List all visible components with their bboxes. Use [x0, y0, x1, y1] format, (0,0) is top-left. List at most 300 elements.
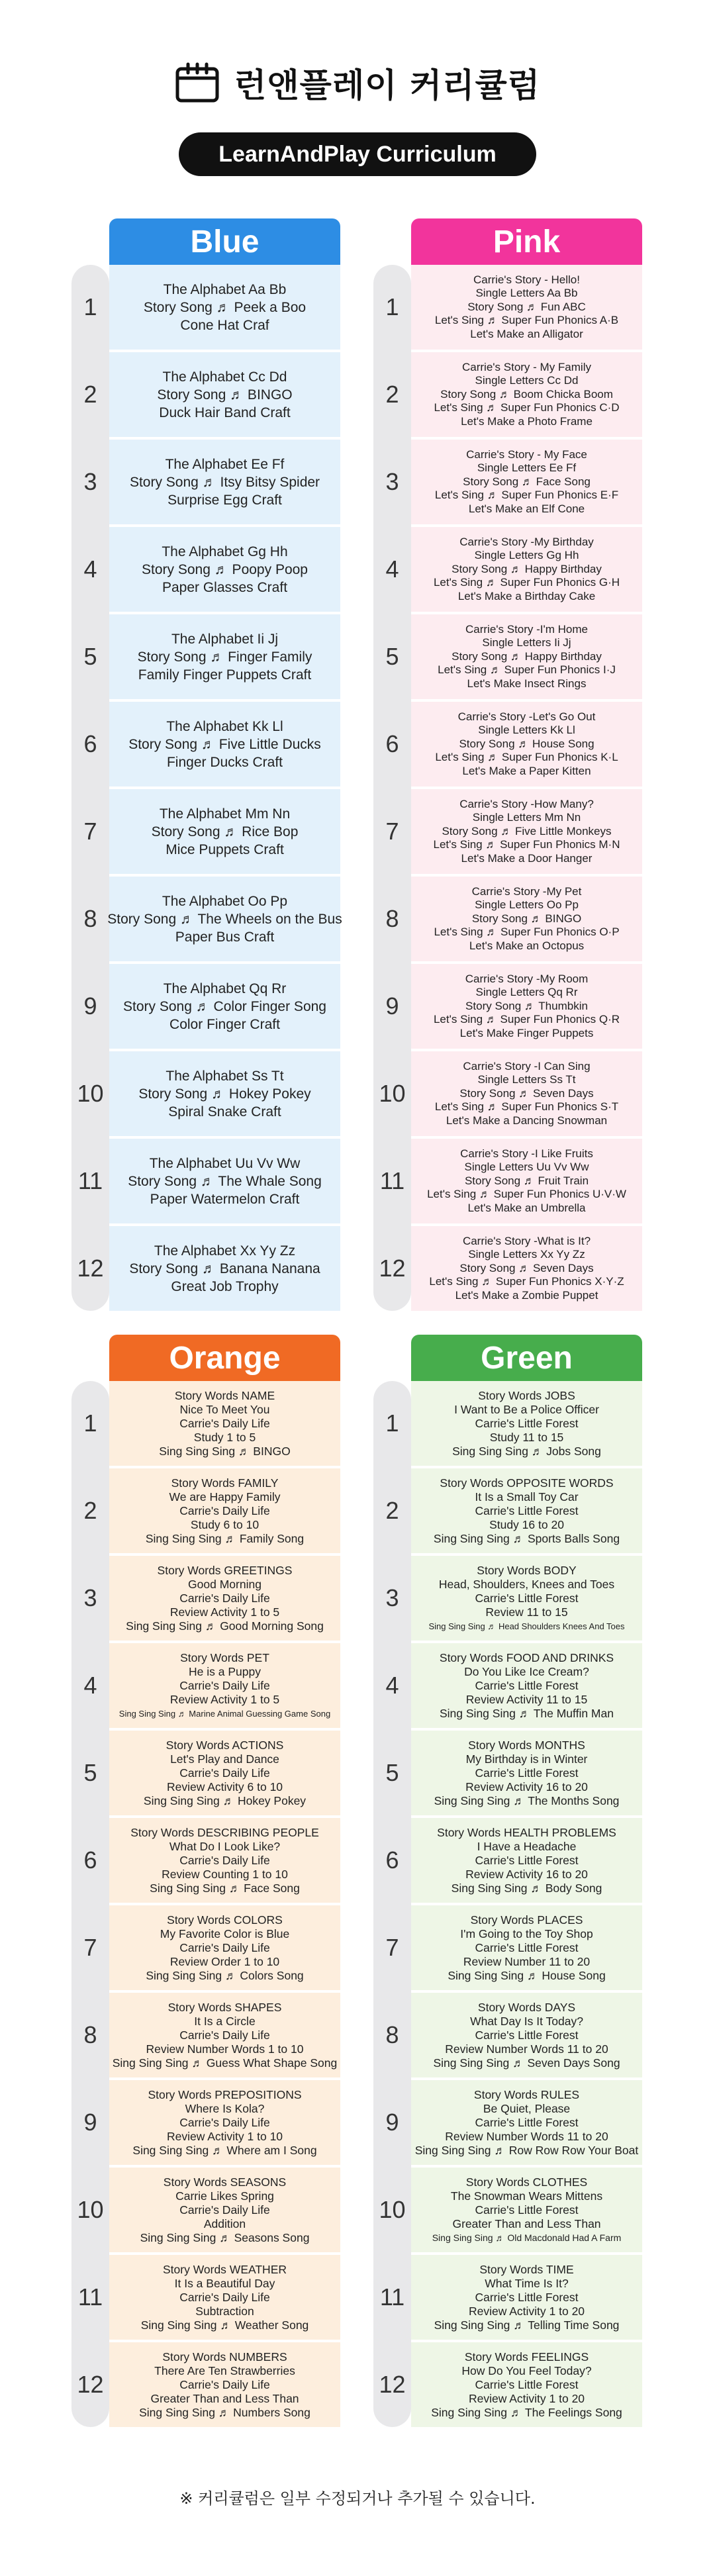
- orange-panel: [72, 1335, 340, 2430]
- row-number: 1: [83, 1409, 97, 1437]
- lesson-line: Story Words TIME: [479, 2262, 574, 2276]
- lesson-cell: [109, 2080, 340, 2165]
- lesson-line: Story Words MONTHS: [468, 1738, 585, 1752]
- lesson-line: Great Job Trophy: [171, 1278, 279, 1294]
- lesson-cell: [411, 352, 642, 437]
- curriculum-row: [72, 2342, 340, 2427]
- lesson-line: Sing Sing Sing ♬ Marine Animal Guessing Game Song: [119, 1708, 331, 1719]
- lesson-line: Good Morning: [188, 1577, 262, 1591]
- lesson-line: Let's Make an Octopus: [469, 939, 585, 952]
- lesson-line: It Is a Small Toy Car: [475, 1490, 579, 1503]
- lesson-cell: [109, 1643, 340, 1728]
- lesson-line: Sing Sing Sing ♬ Hokey Pokey: [143, 1793, 307, 1807]
- curriculum-row: [373, 2168, 642, 2252]
- lesson-line: Carrie's Daily Life: [179, 2203, 270, 2217]
- row-number: 8: [385, 905, 399, 932]
- row-number: 3: [385, 468, 399, 495]
- curriculum-row: [72, 1381, 340, 1466]
- lesson-line: I'm Going to the Toy Shop: [460, 1927, 593, 1940]
- lesson-line: Sing Sing Sing ♬ Jobs Song: [452, 1444, 601, 1458]
- row-number: 12: [379, 1255, 406, 1282]
- row-number: 1: [385, 293, 399, 320]
- lesson-line: Single Letters Cc Dd: [475, 374, 579, 387]
- lesson-line: Story Song ♬ BINGO: [471, 912, 582, 925]
- curriculum-row: [373, 789, 642, 874]
- row-number: 7: [83, 1934, 97, 1961]
- curriculum-row: [373, 265, 642, 350]
- row-number: 11: [77, 2283, 103, 2311]
- curriculum-row: [373, 2255, 642, 2340]
- lesson-line: Sing Sing Sing ♬ Guess What Shape Song: [112, 2056, 338, 2070]
- lesson-line: The Alphabet Oo Pp: [162, 893, 288, 909]
- curriculum-row: [72, 877, 340, 961]
- curriculum-row: [373, 1051, 642, 1136]
- lesson-line: Story Song ♬ Itsy Bitsy Spider: [129, 474, 320, 490]
- row-number: 6: [385, 730, 399, 757]
- lesson-line: The Alphabet Kk Ll: [166, 718, 283, 734]
- lesson-line: Story Words HEALTH PROBLEMS: [437, 1825, 616, 1839]
- curriculum-row: [72, 1556, 340, 1641]
- lesson-line: Sing Sing Sing ♬ House Song: [448, 1968, 606, 1982]
- lesson-cell: [411, 1818, 642, 1903]
- lesson-line: Sing Sing Sing ♬ BINGO: [159, 1444, 291, 1458]
- lesson-line: Let's Make a Paper Kitten: [462, 764, 591, 777]
- lesson-line: Let's Sing ♬ Super Fun Phonics Q·R: [433, 1013, 620, 1026]
- curriculum-row: [373, 1993, 642, 2077]
- lesson-line: Let's Make an Umbrella: [467, 1201, 586, 1214]
- lesson-line: Review Activity 16 to 20: [465, 1780, 588, 1793]
- lesson-line: Carrie's Daily Life: [179, 1416, 270, 1430]
- lesson-line: Carrie's Little Forest: [475, 2377, 579, 2391]
- lesson-line: Story Song ♬ Seven Days: [459, 1261, 594, 1274]
- lesson-cell: [109, 2342, 340, 2427]
- curriculum-row: [72, 1643, 340, 1728]
- lesson-line: Sing Sing Sing ♬ Face Song: [150, 1881, 300, 1895]
- lesson-line: Nice To Meet You: [179, 1402, 270, 1416]
- lesson-line: What Time Is It?: [485, 2276, 569, 2290]
- lesson-line: Let's Play and Dance: [170, 1752, 279, 1766]
- lesson-line: Let's Make a Dancing Snowman: [446, 1114, 608, 1127]
- lesson-line: The Alphabet Qq Rr: [163, 980, 287, 996]
- lesson-cell: [411, 527, 642, 612]
- lesson-cell: [411, 265, 642, 350]
- lesson-line: Paper Watermelon Craft: [150, 1191, 300, 1207]
- row-number: 6: [83, 1846, 97, 1874]
- lesson-line: Cone Hat Craf: [180, 317, 269, 333]
- curriculum-row: [373, 964, 642, 1049]
- row-number: 10: [77, 1080, 104, 1107]
- curriculum-row: [373, 1731, 642, 1815]
- lesson-line: Sing Sing Sing ♬ Colors Song: [146, 1968, 304, 1982]
- pink-header: Pink: [411, 218, 642, 265]
- lesson-line: Let's Sing ♬ Super Fun Phonics U·V·W: [427, 1188, 626, 1201]
- lesson-line: Carrie's Daily Life: [179, 1940, 270, 1954]
- curriculum-row: [72, 2080, 340, 2165]
- lesson-line: Study 6 to 10: [190, 1517, 260, 1531]
- row-number: 2: [385, 1497, 399, 1524]
- green-panel: [373, 1335, 642, 2430]
- lesson-cell: [411, 2255, 642, 2340]
- lesson-line: The Alphabet Aa Bb: [163, 281, 287, 297]
- curriculum-row: [72, 614, 340, 699]
- row-number: 12: [379, 2371, 406, 2398]
- lesson-line: Story Song ♬ Seven Days: [459, 1086, 594, 1100]
- pink-rows: [373, 265, 642, 1311]
- curriculum-row: [373, 702, 642, 787]
- lesson-line: Let's Sing ♬ Super Fun Phonics G·H: [433, 576, 620, 589]
- lesson-line: What Day Is It Today?: [470, 2014, 583, 2028]
- lesson-line: Story Words DESCRIBING PEOPLE: [130, 1825, 319, 1839]
- lesson-line: Story Words PREPOSITIONS: [148, 2087, 302, 2101]
- lesson-cell: [109, 352, 340, 437]
- lesson-line: Single Letters Aa Bb: [475, 287, 578, 300]
- lesson-line: Story Song ♬ Five Little Ducks: [128, 736, 321, 752]
- lesson-line: I Have a Headache: [477, 1839, 577, 1853]
- lesson-line: Review Counting 1 to 10: [162, 1867, 288, 1881]
- lesson-line: The Alphabet Cc Dd: [162, 369, 287, 385]
- lesson-line: Let's Make an Alligator: [470, 327, 583, 340]
- lesson-line: Carrie's Daily Life: [179, 1766, 270, 1780]
- lesson-line: Story Song ♬ Face Song: [463, 475, 591, 488]
- row-number: 8: [83, 2021, 97, 2048]
- lesson-line: Carrie's Daily Life: [179, 2377, 270, 2391]
- row-number: 9: [83, 2109, 97, 2136]
- lesson-line: Carrie's Daily Life: [179, 1853, 270, 1867]
- curriculum-row: [373, 1226, 642, 1311]
- lesson-line: Duck Hair Band Craft: [159, 405, 291, 420]
- lesson-line: Carrie's Daily Life: [179, 1591, 270, 1605]
- lesson-cell: [411, 1643, 642, 1728]
- lesson-line: Let's Make an Elf Cone: [468, 502, 585, 515]
- row-number: 5: [385, 643, 399, 670]
- curriculum-row: [373, 1556, 642, 1641]
- lesson-line: Carrie's Little Forest: [475, 1940, 579, 1954]
- curriculum-row: [72, 265, 340, 350]
- lesson-line: Review Number Words 1 to 10: [146, 2042, 304, 2056]
- lesson-line: Mice Puppets Craft: [166, 841, 284, 857]
- row-number: 4: [385, 1672, 399, 1699]
- lesson-cell: [109, 964, 340, 1049]
- row-number: 7: [385, 1934, 399, 1961]
- lesson-line: Finger Ducks Craft: [166, 754, 283, 770]
- row-number: 11: [77, 1167, 103, 1194]
- lesson-line: Sing Sing Sing ♬ Weather Song: [140, 2318, 309, 2332]
- lesson-line: The Alphabet Ee Ff: [165, 456, 285, 472]
- row-number: 12: [77, 1255, 104, 1282]
- lesson-cell: [109, 265, 340, 350]
- lesson-line: Carrie's Little Forest: [475, 2203, 579, 2217]
- lesson-line: Let's Sing ♬ Super Fun Phonics A·B: [434, 314, 619, 327]
- row-number: 6: [83, 730, 97, 757]
- lesson-cell: [109, 614, 340, 699]
- lesson-line: The Alphabet Ss Tt: [166, 1068, 284, 1084]
- lesson-line: Let's Make Insect Rings: [467, 677, 587, 690]
- lesson-line: Let's Sing ♬ Super Fun Phonics C·D: [434, 401, 620, 414]
- lesson-line: Let's Sing ♬ Super Fun Phonics X·Y·Z: [429, 1275, 624, 1288]
- row-number: 10: [379, 2196, 406, 2223]
- row-number: 6: [385, 1846, 399, 1874]
- lesson-cell: [109, 702, 340, 787]
- lesson-line: Carrie's Story -My Birthday: [459, 535, 594, 548]
- lesson-cell: [411, 1993, 642, 2077]
- lesson-line: Single Letters Uu Vv Ww: [464, 1161, 589, 1174]
- green-rows: [373, 1381, 642, 2427]
- lesson-line: Carrie's Story -Let's Go Out: [457, 710, 596, 723]
- lesson-line: Story Words PLACES: [470, 1913, 583, 1927]
- lesson-line: Head, Shoulders, Knees and Toes: [438, 1577, 615, 1591]
- lesson-line: The Snowman Wears Mittens: [450, 2189, 603, 2203]
- lesson-line: Do You Like Ice Cream?: [464, 1664, 589, 1678]
- lesson-line: Story Song ♬ Happy Birthday: [452, 562, 602, 575]
- lesson-line: Sing Sing Sing ♬ Numbers Song: [139, 2405, 310, 2419]
- curriculum-row: [72, 789, 340, 874]
- lesson-line: Paper Glasses Craft: [162, 579, 288, 595]
- curriculum-row: [373, 1468, 642, 1553]
- row-number: 11: [379, 2283, 405, 2311]
- green-header: Green: [411, 1335, 642, 1381]
- blue-header: Blue: [109, 218, 340, 265]
- lesson-line: Carrie's Story -My Room: [465, 972, 589, 985]
- lesson-line: Story Song ♬ Five Little Monkeys: [442, 824, 612, 837]
- row-number: 8: [83, 905, 97, 932]
- lesson-line: Carrie's Story - My Family: [462, 360, 591, 373]
- curriculum-row: [373, 352, 642, 437]
- curriculum-row: [373, 1818, 642, 1903]
- curriculum-row: [373, 440, 642, 524]
- curriculum-row: [373, 1643, 642, 1728]
- lesson-cell: [411, 1139, 642, 1223]
- lesson-line: Let's Sing ♬ Super Fun Phonics K·L: [435, 751, 618, 764]
- lesson-line: It Is a Beautiful Day: [174, 2276, 275, 2290]
- lesson-line: We are Happy Family: [169, 1490, 281, 1503]
- row-number: 5: [83, 643, 97, 670]
- lesson-line: Story Words FAMILY: [171, 1476, 279, 1490]
- lesson-line: Carrie's Daily Life: [179, 2115, 270, 2129]
- lesson-line: Story Words NAME: [174, 1388, 275, 1402]
- lesson-cell: [411, 614, 642, 699]
- lesson-line: Story Words GREETINGS: [157, 1563, 293, 1577]
- lesson-line: Story Words ACTIONS: [166, 1738, 284, 1752]
- lesson-line: Carrie's Story -How Many?: [459, 797, 594, 810]
- row-number: 12: [77, 2371, 104, 2398]
- lesson-cell: [109, 1993, 340, 2077]
- lesson-line: Color Finger Craft: [169, 1016, 280, 1032]
- lesson-line: Story Song ♬ Thumbkin: [465, 999, 588, 1012]
- calendar-icon: [175, 62, 221, 103]
- lesson-cell: [411, 1226, 642, 1311]
- row-number: 3: [385, 1584, 399, 1611]
- lesson-cell: [411, 1905, 642, 1990]
- lesson-line: The Alphabet Ii Jj: [171, 631, 279, 647]
- lesson-cell: [109, 1905, 340, 1990]
- blue-rows: [72, 265, 340, 1311]
- lesson-line: Let's Make Finger Puppets: [459, 1026, 594, 1039]
- lesson-line: I Want to Be a Police Officer: [454, 1402, 599, 1416]
- lesson-line: Review Activity 1 to 20: [468, 2304, 585, 2318]
- lesson-line: Sing Sing Sing ♬ The Feelings Song: [431, 2405, 622, 2419]
- lesson-line: Single Letters Oo Pp: [475, 898, 579, 912]
- lesson-line: The Alphabet Mm Nn: [159, 806, 291, 822]
- lesson-cell: [109, 2168, 340, 2252]
- lesson-line: Carrie's Daily Life: [179, 1678, 270, 1692]
- lesson-line: Sing Sing Sing ♬ Family Song: [145, 1531, 305, 1545]
- row-number: 4: [385, 555, 399, 583]
- lesson-line: Carrie Likes Spring: [175, 2189, 274, 2203]
- blue-panel: [72, 218, 340, 1313]
- lesson-line: Let's Sing ♬ Super Fun Phonics O·P: [434, 926, 620, 939]
- lesson-line: Story Song ♬ The Wheels on the Bus: [107, 911, 342, 927]
- lesson-line: Sing Sing Sing ♬ Row Row Row Your Boat: [414, 2143, 639, 2157]
- lesson-line: Sing Sing Sing ♬ Old Macdonald Had A Farm: [432, 2232, 622, 2243]
- curriculum-row: [373, 1905, 642, 1990]
- lesson-line: Review Activity 1 to 5: [169, 1605, 280, 1619]
- lesson-line: Story Song ♬ Happy Birthday: [452, 649, 602, 663]
- lesson-line: Review Order 1 to 10: [169, 1954, 280, 1968]
- lesson-line: Carrie's Story -I'm Home: [465, 622, 589, 636]
- lesson-line: Carrie's Story -What is It?: [462, 1234, 591, 1247]
- row-number: 8: [385, 2021, 399, 2048]
- lesson-line: Let's Sing ♬ Super Fun Phonics I·J: [438, 663, 616, 677]
- lesson-line: Carrie's Daily Life: [179, 2290, 270, 2304]
- lesson-line: Sing Sing Sing ♬ Head Shoulders Knees And Toes: [428, 1621, 625, 1631]
- lesson-line: Carrie's Story - My Face: [466, 448, 587, 461]
- subtitle-badge: LearnAndPlay Curriculum: [179, 132, 536, 176]
- row-number: 9: [385, 2109, 399, 2136]
- row-number: 11: [379, 1167, 405, 1194]
- lesson-line: Story Words SHAPES: [167, 2000, 282, 2014]
- lesson-line: Sing Sing Sing ♬ Body Song: [451, 1881, 602, 1895]
- lesson-line: Carrie's Little Forest: [475, 2115, 579, 2129]
- lesson-line: Review Activity 11 to 15: [465, 1692, 588, 1706]
- lesson-line: The Alphabet Xx Yy Zz: [154, 1243, 296, 1259]
- lesson-line: Family Finger Puppets Craft: [138, 667, 312, 683]
- lesson-line: He is a Puppy: [189, 1664, 261, 1678]
- lesson-cell: [411, 1556, 642, 1641]
- lesson-cell: [411, 964, 642, 1049]
- lesson-line: Carrie's Daily Life: [179, 1503, 270, 1517]
- curriculum-row: [72, 964, 340, 1049]
- lesson-line: Let's Make a Birthday Cake: [457, 589, 596, 602]
- curriculum-row: [373, 1139, 642, 1223]
- lesson-line: Sing Sing Sing ♬ Telling Time Song: [434, 2318, 620, 2332]
- lesson-cell: [411, 1051, 642, 1136]
- lesson-line: Story Words FEELINGS: [464, 2350, 589, 2363]
- lesson-cell: [411, 2080, 642, 2165]
- lesson-cell: [109, 1818, 340, 1903]
- lesson-line: Be Quiet, Please: [483, 2101, 571, 2115]
- lesson-line: Sing Sing Sing ♬ The Months Song: [434, 1793, 620, 1807]
- lesson-line: Story Words FOOD AND DRINKS: [439, 1650, 614, 1664]
- lesson-line: Story Words WEATHER: [162, 2262, 287, 2276]
- lesson-line: Story Words NUMBERS: [162, 2350, 287, 2363]
- lesson-cell: [109, 1468, 340, 1553]
- lesson-line: Single Letters Ii Jj: [482, 636, 571, 649]
- lesson-line: My Birthday is in Winter: [465, 1752, 588, 1766]
- curriculum-row: [72, 440, 340, 524]
- lesson-line: Greater Than and Less Than: [150, 2391, 299, 2405]
- lesson-line: Review Activity 1 to 10: [166, 2129, 283, 2143]
- lesson-line: Carrie's Little Forest: [475, 2290, 579, 2304]
- row-number: 5: [83, 1759, 97, 1786]
- page-title: 런앤플레이 커리큘럼: [234, 66, 541, 105]
- lesson-line: Sing Sing Sing ♬ Sports Balls Song: [433, 1531, 620, 1545]
- lesson-line: Review Activity 1 to 5: [169, 1692, 280, 1706]
- lesson-line: Sing Sing Sing ♬ The Muffin Man: [440, 1706, 614, 1720]
- lesson-line: Let's Sing ♬ Super Fun Phonics E·F: [434, 489, 619, 502]
- lesson-line: Story Song ♬ Finger Family: [137, 649, 312, 665]
- row-number: 7: [83, 818, 97, 845]
- lesson-line: Carrie's Story -My Pet: [471, 884, 582, 898]
- row-number: 2: [83, 381, 97, 408]
- row-number: 4: [83, 555, 97, 583]
- curriculum-row: [72, 2255, 340, 2340]
- lesson-cell: [411, 702, 642, 787]
- lesson-line: Carrie's Little Forest: [475, 1766, 579, 1780]
- lesson-line: The Alphabet Uu Vv Ww: [149, 1155, 301, 1171]
- lesson-line: Review 11 to 15: [485, 1605, 568, 1619]
- lesson-cell: [109, 1051, 340, 1136]
- lesson-line: Single Letters Ss Tt: [477, 1073, 576, 1086]
- row-number: 10: [379, 1080, 406, 1107]
- lesson-line: Story Song ♬ Boom Chicka Boom: [440, 387, 613, 401]
- lesson-line: Let's Make a Door Hanger: [461, 851, 593, 865]
- lesson-line: Review Activity 6 to 10: [166, 1780, 283, 1793]
- lesson-line: Where Is Kola?: [185, 2101, 265, 2115]
- lesson-line: Let's Sing ♬ Super Fun Phonics M·N: [433, 838, 620, 851]
- lesson-line: Story Words COLORS: [167, 1913, 283, 1927]
- lesson-line: Story Words RULES: [473, 2087, 580, 2101]
- lesson-line: Let's Sing ♬ Super Fun Phonics S·T: [434, 1100, 619, 1114]
- lesson-line: Story Song ♬ The Whale Song: [128, 1173, 322, 1189]
- lesson-line: Carrie's Little Forest: [475, 1678, 579, 1692]
- lesson-cell: [411, 1381, 642, 1466]
- curriculum-row: [373, 527, 642, 612]
- lesson-line: Carrie's Daily Life: [179, 2028, 270, 2042]
- lesson-line: Carrie's Little Forest: [475, 1503, 579, 1517]
- lesson-line: Story Song ♬ Hokey Pokey: [138, 1086, 311, 1102]
- lesson-line: There Are Ten Strawberries: [154, 2363, 295, 2377]
- lesson-cell: [411, 789, 642, 874]
- curriculum-row: [72, 1468, 340, 1553]
- row-number: 1: [385, 1409, 399, 1437]
- curriculum-row: [72, 2168, 340, 2252]
- lesson-cell: [411, 1468, 642, 1553]
- lesson-line: What Do I Look Like?: [169, 1839, 281, 1853]
- lesson-cell: [109, 2255, 340, 2340]
- lesson-line: Review Number Words 11 to 20: [445, 2129, 608, 2143]
- lesson-cell: [411, 1731, 642, 1815]
- lesson-line: Story Song ♬ Banana Nanana: [129, 1261, 320, 1276]
- row-number: 10: [77, 2196, 104, 2223]
- lesson-line: Story Words PET: [180, 1650, 269, 1664]
- lesson-cell: [109, 877, 340, 961]
- footer-note: ※ 커리큘럼은 일부 수정되거나 추가될 수 있습니다.: [179, 2489, 536, 2508]
- lesson-cell: [411, 2342, 642, 2427]
- lesson-line: Story Song ♬ Color Finger Song: [123, 998, 326, 1014]
- lesson-cell: [411, 440, 642, 524]
- lesson-line: Addition: [203, 2217, 246, 2230]
- curriculum-row: [72, 352, 340, 437]
- lesson-line: Carrie's Little Forest: [475, 1853, 579, 1867]
- lesson-line: Surprise Egg Craft: [167, 492, 282, 508]
- lesson-line: Review Number Words 11 to 20: [445, 2042, 608, 2056]
- row-number: 9: [385, 992, 399, 1020]
- lesson-line: Carrie's Little Forest: [475, 1591, 579, 1605]
- lesson-line: Story Song ♬ House Song: [459, 737, 595, 750]
- curriculum-row: [72, 1818, 340, 1903]
- curriculum-row: [373, 2080, 642, 2165]
- lesson-line: Let's Make a Photo Frame: [461, 414, 593, 428]
